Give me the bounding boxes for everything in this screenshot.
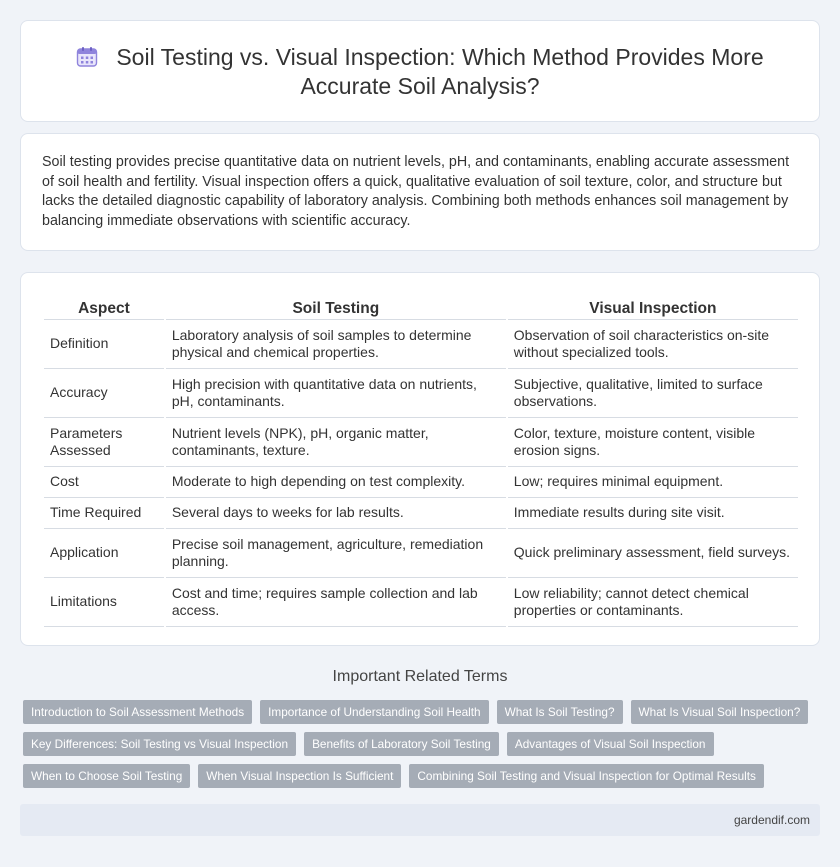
summary-paragraph: Soil testing provides precise quantitative data on nutrient levels, pH, and contaminants, enabling accurate assessment of soil health and fertility. Visual inspection offers a quick, qualitative evaluation of soil texture, color, and structure but lacks the detailed diagnostic capability of laboratory analysis. Combining both methods enhances soil management by balancing immediate observations with scientific accuracy. xyxy=(42,154,790,229)
cell-visual-inspection: Low reliability; cannot detect chemical properties or contaminants. xyxy=(508,578,798,627)
cell-visual-inspection: Subjective, qualitative, limited to surface observations. xyxy=(508,369,798,418)
cell-aspect: Accuracy xyxy=(44,369,164,418)
cell-visual-inspection: Observation of soil characteristics on-site without specialized tools. xyxy=(508,320,798,369)
cell-soil-testing: Moderate to high depending on test complexity. xyxy=(166,467,506,498)
page-title-wrap xyxy=(21,43,819,101)
related-term-tag[interactable]: When to Choose Soil Testing xyxy=(23,764,190,788)
cell-soil-testing: High precision with quantitative data on nutrients, pH, contaminants. xyxy=(166,369,506,418)
related-term-tag[interactable]: What Is Soil Testing? xyxy=(497,700,623,724)
cell-aspect: Definition xyxy=(44,320,164,369)
tag-row xyxy=(23,700,823,724)
table-row xyxy=(44,498,798,529)
table-row xyxy=(44,529,798,578)
title-card xyxy=(20,20,820,122)
cell-soil-testing: Cost and time; requires sample collection and lab access. xyxy=(166,578,506,627)
cell-soil-testing: Nutrient levels (NPK), pH, organic matter, contaminants, texture. xyxy=(166,418,506,467)
cell-aspect: Parameters Assessed xyxy=(44,418,164,467)
header-aspect: Aspect xyxy=(44,292,164,320)
tag-row xyxy=(23,764,823,788)
cell-aspect: Application xyxy=(44,529,164,578)
tag-row xyxy=(23,732,823,756)
comparison-table xyxy=(42,292,800,627)
table-row xyxy=(44,320,798,369)
cell-visual-inspection: Color, texture, moisture content, visible erosion signs. xyxy=(508,418,798,467)
summary-card xyxy=(20,133,820,251)
related-term-tag[interactable]: Key Differences: Soil Testing vs Visual Inspection xyxy=(23,732,296,756)
related-term-tag[interactable]: What Is Visual Soil Inspection? xyxy=(631,700,809,724)
calendar-icon xyxy=(76,46,98,68)
footer-site-link[interactable]: gardendif.com xyxy=(733,813,810,827)
cell-aspect: Time Required xyxy=(44,498,164,529)
related-term-tag[interactable]: Benefits of Laboratory Soil Testing xyxy=(304,732,499,756)
cell-soil-testing: Laboratory analysis of soil samples to determine physical and chemical properties. xyxy=(166,320,506,369)
cell-visual-inspection: Quick preliminary assessment, field surveys. xyxy=(508,529,798,578)
cell-aspect: Cost xyxy=(44,467,164,498)
cell-soil-testing: Several days to weeks for lab results. xyxy=(166,498,506,529)
table-row xyxy=(44,369,798,418)
comparison-table-card xyxy=(20,272,820,646)
footer-bar xyxy=(20,804,820,836)
related-term-tag[interactable]: Combining Soil Testing and Visual Inspection for Optimal Results xyxy=(409,764,764,788)
cell-visual-inspection: Immediate results during site visit. xyxy=(508,498,798,529)
related-term-tag[interactable]: Introduction to Soil Assessment Methods xyxy=(23,700,252,724)
cell-aspect: Limitations xyxy=(44,578,164,627)
related-term-tag[interactable]: Advantages of Visual Soil Inspection xyxy=(507,732,714,756)
table-row xyxy=(44,578,798,627)
header-visual-inspection: Visual Inspection xyxy=(508,292,798,320)
related-term-tag[interactable]: When Visual Inspection Is Sufficient xyxy=(198,764,401,788)
header-soil-testing: Soil Testing xyxy=(166,292,506,320)
table-row xyxy=(44,467,798,498)
table-row xyxy=(44,418,798,467)
related-terms-tags xyxy=(23,700,823,796)
cell-soil-testing: Precise soil management, agriculture, remediation planning. xyxy=(166,529,506,578)
cell-visual-inspection: Low; requires minimal equipment. xyxy=(508,467,798,498)
page-title: Soil Testing vs. Visual Inspection: Which Method Provides More Accurate Soil Analysis? xyxy=(116,44,764,99)
related-term-tag[interactable]: Importance of Understanding Soil Health xyxy=(260,700,488,724)
table-header-row xyxy=(44,292,798,320)
related-terms-heading: Important Related Terms xyxy=(332,668,508,685)
